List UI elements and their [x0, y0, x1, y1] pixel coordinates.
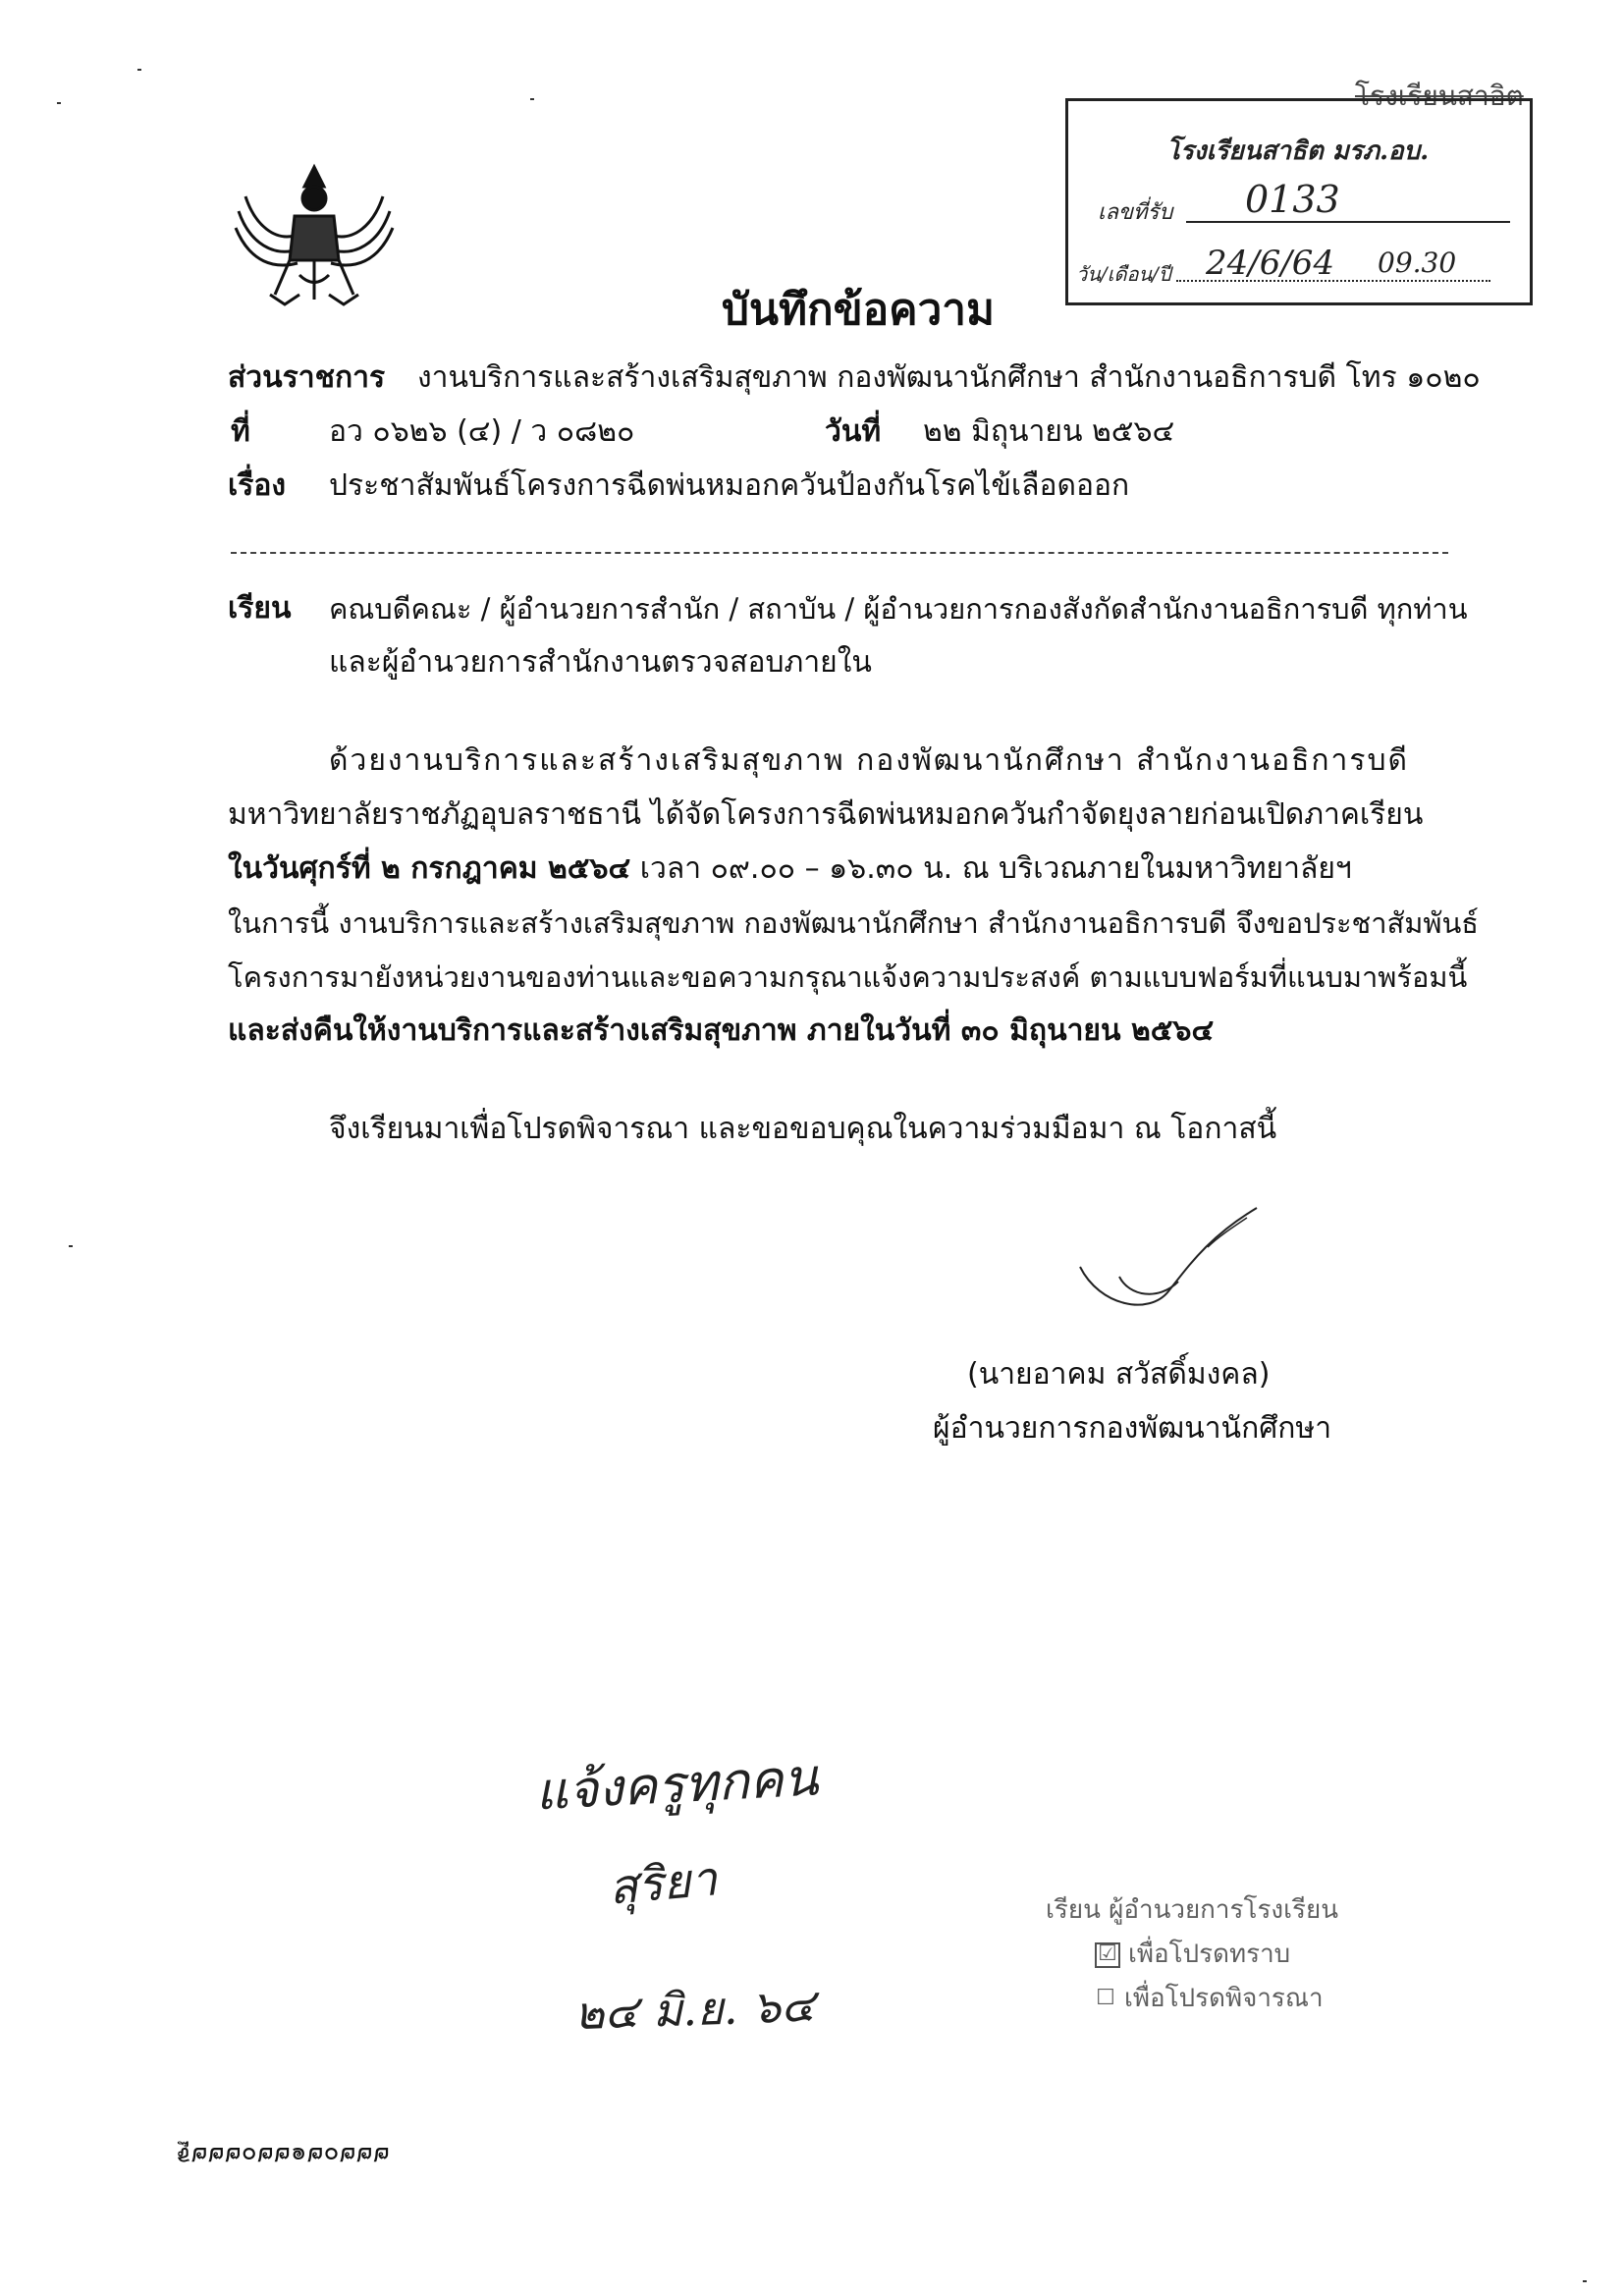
stamp-date-label: วัน/เดือน/ปี — [1076, 262, 1171, 286]
scan-speck — [530, 98, 534, 100]
subject-label: เรื่อง — [228, 468, 287, 503]
subject-value: ประชาสัมพันธ์โครงการฉีดพ่นหมอกควันป้องกันโรคไข้เลือดออก — [329, 468, 1130, 503]
routing-stamp-line-2-text: เพื่อโปรดทราบ — [1128, 1940, 1291, 1969]
body-line-2: มหาวิทยาลัยราชภัฏอุบลราชธานี ได้จัดโครงการฉีดพ่นหมอกควันกำจัดยุงลายก่อนเปิดภาคเรียน — [228, 797, 1424, 832]
routing-stamp — [1036, 1890, 1389, 2028]
ref-value: อว ๐๖๒๖ (๔) / ว ๐๘๒๐ — [329, 414, 635, 449]
body-line-3 — [228, 849, 1352, 889]
memo-title: บันทึกข้อความ — [722, 285, 996, 335]
stamp-number-value: 0133 — [1245, 178, 1340, 221]
date-label: วันที่ — [825, 414, 882, 449]
body-line-3-rest: เวลา ๐๙.๐๐ – ๑๖.๓๐ น. ณ บริเวณภายในมหาวิทยาลัยฯ — [630, 851, 1352, 886]
stamp-school-name-top: โรงเรียนสาอิต — [1355, 80, 1524, 112]
routing-stamp-line-2 — [1095, 1935, 1290, 1974]
scan-speck — [57, 102, 61, 104]
department-label: ส่วนราชการ — [228, 360, 386, 395]
stamp-time-value: 09.30 — [1378, 246, 1457, 279]
date-value: ๒๒ มิถุนายน ๒๕๖๔ — [923, 414, 1175, 449]
handwritten-note: แจ้งครูทุกคน — [533, 1748, 820, 1823]
signer-name: (นายอาคม สวัสดิ์มงคล) — [967, 1357, 1271, 1392]
stamp-date-value: 24/6/64 — [1206, 244, 1335, 283]
scan-speck — [1583, 2280, 1587, 2282]
signer-position: ผู้อำนวยการกองพัฒนานักศึกษา — [933, 1411, 1332, 1446]
signature-scribble-icon — [1060, 1198, 1276, 1336]
routing-stamp-line-3 — [1095, 1979, 1324, 2018]
handwritten-date: ๒๔ มิ.ย. ๖๔ — [573, 1978, 816, 2041]
routing-stamp-line-1: เรียน ผู้อำนวยการโรงเรียน — [1046, 1895, 1338, 1925]
stamp-number-underline — [1186, 221, 1510, 223]
routing-checkbox-checked: ☑ — [1095, 1942, 1120, 1968]
to-label: เรียน — [228, 591, 292, 626]
garuda-emblem-icon — [231, 157, 398, 314]
stamp-receiver-line: โรงเรียนสาธิต มรภ.อบ. — [1166, 137, 1430, 166]
scan-speck — [137, 69, 141, 71]
body-line-5: โครงการมายังหน่วยงานของท่านและขอความกรุณาแจ้งความประสงค์ ตามแบบฟอร์มที่แนบมาพร้อมนี้ — [228, 960, 1468, 994]
body-line-1: ด้วยงานบริการและสร้างเสริมสุขภาพ กองพัฒนานักศึกษา สำนักงานอธิการบดี — [329, 743, 1410, 778]
scan-speck — [69, 1245, 73, 1247]
footer-code: ฐ๒๒๒๐๒๒๑๒๐๒๒๒ — [177, 2141, 390, 2170]
to-line-1: คณบดีคณะ / ผู้อำนวยการสำนัก / สถาบัน / ผู้อำนวยการกองสังกัดสำนักงานอธิการบดี ทุกท่าน — [329, 592, 1468, 626]
body-line-3-bold: ในวันศุกร์ที่ ๒ กรกฎาคม ๒๕๖๔ — [228, 851, 631, 886]
to-line-2: และผู้อำนวยการสำนักงานตรวจสอบภายใน — [329, 645, 872, 680]
stamp-number-label: เลขที่รับ — [1098, 200, 1173, 225]
routing-checkbox-unchecked: ☐ — [1096, 1985, 1115, 2010]
ref-label: ที่ — [231, 414, 250, 449]
header-divider — [231, 552, 1448, 554]
body-line-4: ในการนี้ งานบริการและสร้างเสริมสุขภาพ กองพัฒนานักศึกษา สำนักงานอธิการบดี จึงขอประชาสัมพันธ์ — [228, 906, 1479, 940]
department-value: งานบริการและสร้างเสริมสุขภาพ กองพัฒนานักศึกษา สำนักงานอธิการบดี โทร ๑๐๒๐ — [417, 360, 1481, 395]
stamp-date-underline — [1176, 280, 1490, 282]
routing-stamp-line-3-text: เพื่อโปรดพิจารณา — [1124, 1984, 1324, 2013]
receiving-stamp — [1065, 98, 1533, 305]
closing-paragraph: จึงเรียนมาเพื่อโปรดพิจารณา และขอขอบคุณในความร่วมมือมา ณ โอกาสนี้ — [329, 1112, 1277, 1146]
body-line-6: และส่งคืนให้งานบริการและสร้างเสริมสุขภาพ ภายในวันที่ ๓๐ มิถุนายน ๒๕๖๔ — [228, 1013, 1215, 1048]
handwritten-initials: สุริยา — [606, 1851, 720, 1916]
